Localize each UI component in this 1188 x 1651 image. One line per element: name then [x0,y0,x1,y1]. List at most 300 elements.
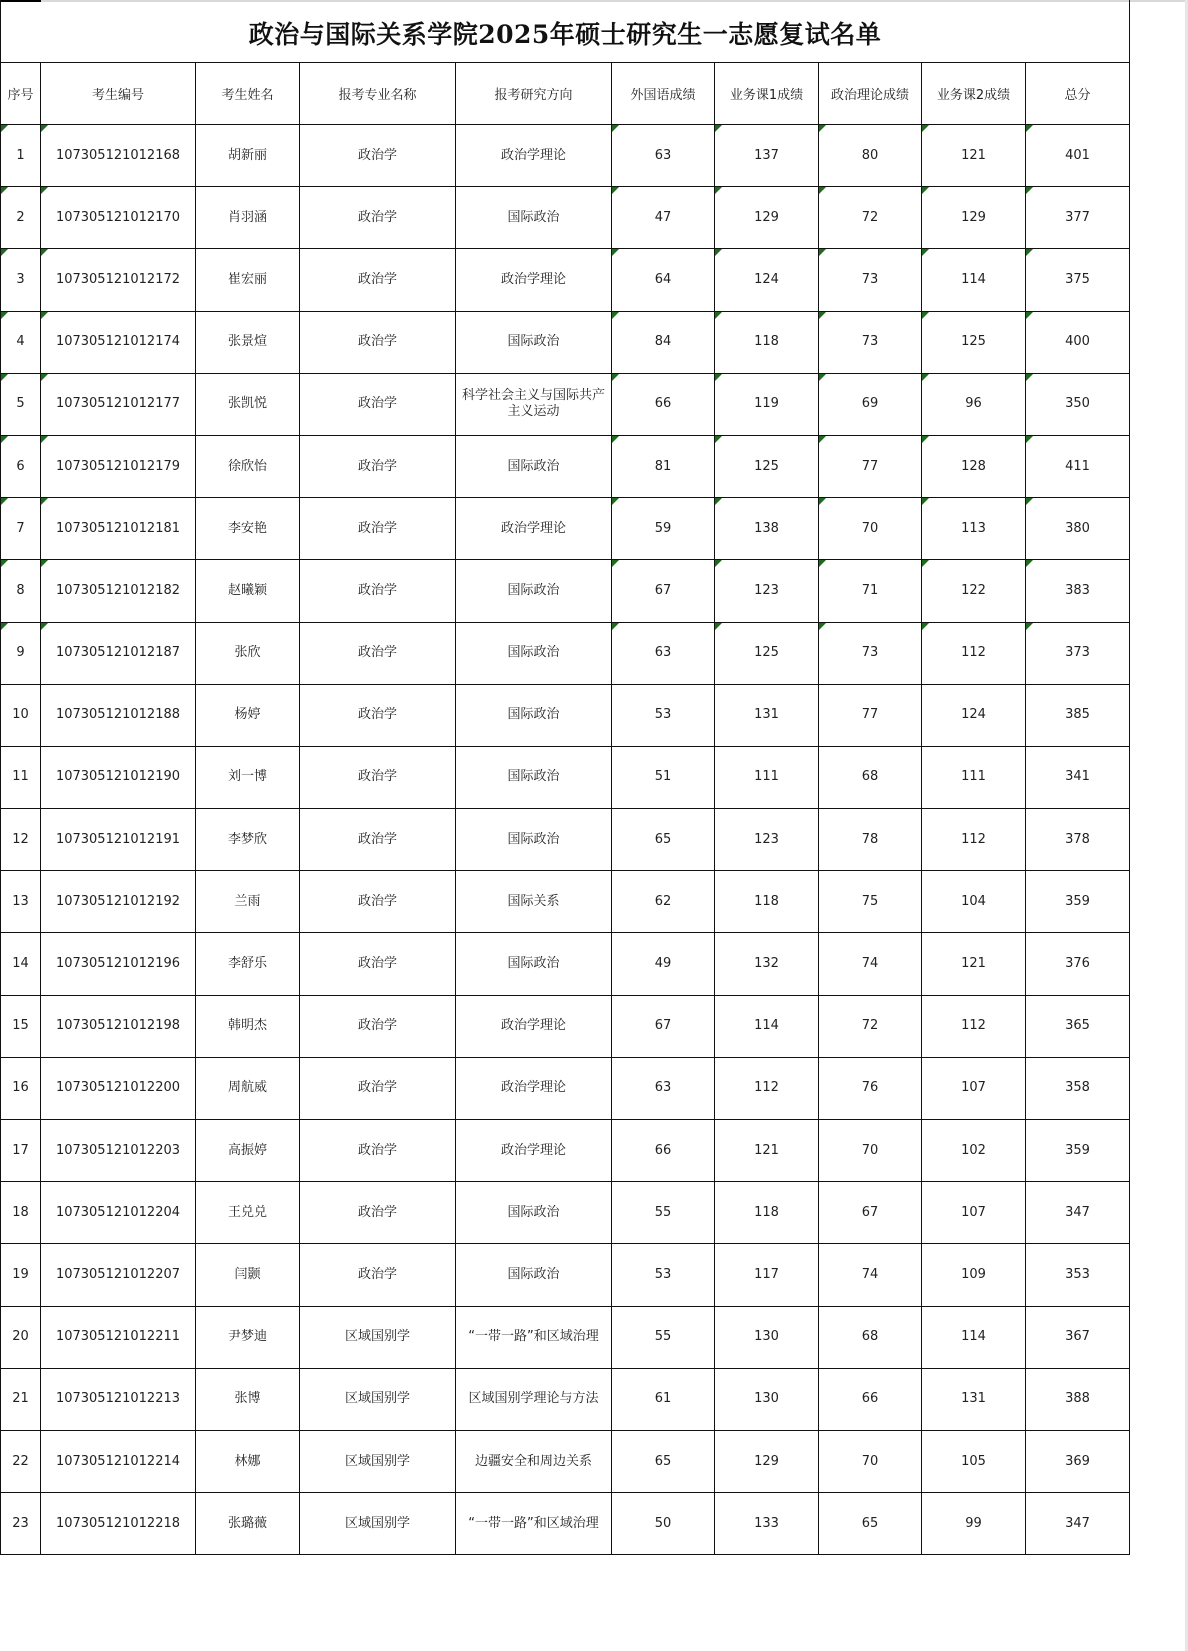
cell-major[interactable] [300,1182,456,1244]
cell-total[interactable] [1026,125,1130,187]
cell-candidate-name[interactable] [196,435,300,497]
cell-total[interactable] [1026,684,1130,746]
cell-course1[interactable] [715,311,819,373]
cell-candidate-id[interactable] [41,1430,196,1492]
cell-candidate-name-text: 崔宏丽 [227,271,267,287]
cell-candidate-name-text: 张璐薇 [227,1515,267,1531]
cell-direction[interactable] [456,187,612,249]
cell-course2[interactable] [922,684,1026,746]
cell-direction[interactable] [456,125,612,187]
cell-course2[interactable] [922,1182,1026,1244]
cell-direction[interactable] [456,1057,612,1119]
cell-candidate-name[interactable] [196,187,300,249]
cell-politics[interactable] [819,311,922,373]
cell-direction[interactable] [456,1368,612,1430]
cell-total[interactable] [1026,871,1130,933]
cell-candidate-id[interactable] [41,622,196,684]
cell-no[interactable] [1,1244,41,1306]
cell-major[interactable] [300,1057,456,1119]
cell-politics[interactable] [819,871,922,933]
cell-course1[interactable] [715,746,819,808]
cell-no[interactable] [1,1182,41,1244]
cell-course1[interactable] [715,560,819,622]
cell-course1[interactable] [715,1182,819,1244]
cell-no-text: 20 [12,1329,29,1345]
cell-candidate-name[interactable] [196,1120,300,1182]
cell-no[interactable] [1,1306,41,1368]
cell-politics[interactable] [819,1430,922,1492]
cell-direction-text: 政治学理论 [500,147,566,163]
cell-candidate-name[interactable] [196,684,300,746]
cell-course1[interactable] [715,1493,819,1555]
cell-no-text: 6 [16,458,25,474]
cell-no[interactable] [1,995,41,1057]
cell-major[interactable] [300,498,456,560]
cell-no-text: 13 [12,893,29,909]
cell-direction[interactable] [456,746,612,808]
cell-major-text: 区域国别学 [344,1329,410,1345]
cell-course2[interactable] [922,1306,1026,1368]
cell-direction[interactable] [456,1306,612,1368]
cell-no-text: 12 [12,831,29,847]
cell-course1[interactable] [715,1368,819,1430]
cell-no[interactable] [1,809,41,871]
cell-foreign-language[interactable] [612,249,715,311]
cell-foreign-language[interactable] [612,1057,715,1119]
cell-candidate-id[interactable] [41,435,196,497]
cell-course2[interactable] [922,995,1026,1057]
number-stored-as-text-marker-icon [819,498,826,505]
cell-total[interactable] [1026,373,1130,435]
cell-course2[interactable] [922,560,1026,622]
cell-total[interactable] [1026,498,1130,560]
cell-politics-text: 76 [861,1080,879,1096]
cell-no[interactable] [1,1368,41,1430]
cell-course2[interactable] [922,871,1026,933]
cell-no[interactable] [1,1057,41,1119]
cell-direction-text: 国际政治 [507,458,560,474]
cell-course1-text: 118 [754,893,779,909]
cell-major[interactable] [300,311,456,373]
cell-course2[interactable] [922,1368,1026,1430]
cell-politics[interactable] [819,684,922,746]
cell-no[interactable] [1,1430,41,1492]
table-row [1,1244,1130,1306]
cell-candidate-id[interactable] [41,560,196,622]
cell-candidate-id[interactable] [41,311,196,373]
cell-candidate-name[interactable] [196,373,300,435]
cell-total-text: 400 [1065,334,1090,350]
table-row [1,311,1130,373]
cell-course1-text: 125 [754,645,779,661]
cell-course2-text: 113 [961,520,986,536]
cell-direction[interactable] [456,1182,612,1244]
cell-politics[interactable] [819,622,922,684]
cell-course1[interactable] [715,995,819,1057]
cell-foreign-language[interactable] [612,373,715,435]
number-stored-as-text-marker-icon [819,623,826,630]
cell-major[interactable] [300,995,456,1057]
cell-candidate-id[interactable] [41,809,196,871]
cell-candidate-id[interactable] [41,373,196,435]
cell-major[interactable] [300,125,456,187]
cell-course1-text: 130 [754,1391,779,1407]
cell-total[interactable] [1026,435,1130,497]
cell-course2-text: 102 [961,1142,986,1158]
cell-candidate-name[interactable] [196,1430,300,1492]
cell-candidate-id-text: 107305121012174 [55,334,181,350]
number-stored-as-text-marker-icon [41,623,48,630]
number-stored-as-text-marker-icon [612,312,619,319]
cell-course2[interactable] [922,746,1026,808]
cell-direction[interactable] [456,871,612,933]
cell-course2[interactable] [922,1244,1026,1306]
cell-direction[interactable] [456,809,612,871]
cell-candidate-name-text: 张博 [234,1391,261,1407]
cell-no-text: 22 [12,1453,29,1469]
cell-politics[interactable] [819,1493,922,1555]
cell-candidate-id[interactable] [41,871,196,933]
cell-foreign-language[interactable] [612,1430,715,1492]
cell-major[interactable] [300,560,456,622]
cell-politics[interactable] [819,995,922,1057]
cell-politics[interactable] [819,560,922,622]
cell-candidate-id[interactable] [41,1182,196,1244]
number-stored-as-text-marker-icon [1,498,8,505]
cell-course2[interactable] [922,498,1026,560]
table-row [1,995,1130,1057]
cell-no[interactable] [1,622,41,684]
cell-major[interactable] [300,622,456,684]
cell-course2[interactable] [922,1120,1026,1182]
cell-no-text: 23 [12,1515,29,1531]
cell-course2[interactable] [922,373,1026,435]
cell-major-text: 政治学 [357,1080,397,1096]
cell-total[interactable] [1026,187,1130,249]
cell-candidate-name-text: 周航威 [227,1080,267,1096]
cell-total[interactable] [1026,560,1130,622]
cell-major[interactable] [300,373,456,435]
cell-direction[interactable] [456,1244,612,1306]
cell-candidate-name[interactable] [196,622,300,684]
cell-course1-text: 125 [754,458,779,474]
cell-course1[interactable] [715,622,819,684]
number-stored-as-text-marker-icon [41,436,48,443]
cell-course1[interactable] [715,498,819,560]
cell-direction[interactable] [456,684,612,746]
cell-course2[interactable] [922,435,1026,497]
cell-politics-text: 70 [861,1453,879,1469]
cell-foreign-language[interactable] [612,1493,715,1555]
cell-total[interactable] [1026,1430,1130,1492]
cell-course2[interactable] [922,622,1026,684]
cell-foreign-language[interactable] [612,311,715,373]
cell-politics[interactable] [819,933,922,995]
cell-major[interactable] [300,1306,456,1368]
cell-no[interactable] [1,498,41,560]
cell-major[interactable] [300,809,456,871]
cell-politics[interactable] [819,1120,922,1182]
cell-course2[interactable] [922,809,1026,871]
cell-course1[interactable] [715,1120,819,1182]
cell-no[interactable] [1,684,41,746]
cell-foreign-language[interactable] [612,1244,715,1306]
cell-politics-text: 73 [861,645,879,661]
cell-candidate-name[interactable] [196,311,300,373]
cell-major[interactable] [300,249,456,311]
cell-course1-text: 111 [754,769,779,785]
cell-no[interactable] [1,311,41,373]
cell-no[interactable] [1,1120,41,1182]
cell-candidate-name-text: 李安艳 [227,520,267,536]
number-stored-as-text-marker-icon [819,374,826,381]
cell-candidate-id[interactable] [41,125,196,187]
cell-major[interactable] [300,1120,456,1182]
cell-direction-text: 国际关系 [507,893,560,909]
cell-total[interactable] [1026,249,1130,311]
cell-direction[interactable] [456,373,612,435]
cell-course1-text: 121 [754,1142,779,1158]
cell-candidate-name[interactable] [196,498,300,560]
cell-candidate-id[interactable] [41,1368,196,1430]
cell-direction[interactable] [456,1493,612,1555]
cell-total[interactable] [1026,933,1130,995]
cell-total[interactable] [1026,809,1130,871]
cell-total-text: 359 [1065,893,1090,909]
cell-candidate-name-text: 肖羽涵 [227,209,267,225]
cell-candidate-id[interactable] [41,933,196,995]
cell-course1[interactable] [715,125,819,187]
cell-course1[interactable] [715,435,819,497]
cell-course1[interactable] [715,1244,819,1306]
cell-foreign-language[interactable] [612,995,715,1057]
cell-foreign-language[interactable] [612,187,715,249]
cell-candidate-id[interactable] [41,1306,196,1368]
cell-direction[interactable] [456,933,612,995]
cell-candidate-name[interactable] [196,1182,300,1244]
cell-total[interactable] [1026,622,1130,684]
cell-major[interactable] [300,1244,456,1306]
cell-candidate-name[interactable] [196,1493,300,1555]
cell-no[interactable] [1,373,41,435]
cell-course1-text: 133 [754,1515,779,1531]
cell-politics[interactable] [819,746,922,808]
cell-course1[interactable] [715,1430,819,1492]
cell-major[interactable] [300,746,456,808]
cell-foreign-language[interactable] [612,1368,715,1430]
cell-no[interactable] [1,560,41,622]
cell-foreign-language-text: 47 [654,209,672,225]
cell-candidate-name-text: 杨婷 [234,707,261,723]
cell-foreign-language[interactable] [612,809,715,871]
cell-course2[interactable] [922,1057,1026,1119]
cell-candidate-id[interactable] [41,187,196,249]
cell-no[interactable] [1,435,41,497]
cell-foreign-language[interactable] [612,435,715,497]
cell-politics-text: 75 [861,893,879,909]
cell-candidate-name[interactable] [196,560,300,622]
cell-candidate-name[interactable] [196,871,300,933]
cell-direction-text: 区域国别学理论与方法 [468,1391,599,1407]
cell-candidate-id-text: 107305121012211 [55,1329,181,1345]
cell-candidate-id-text: 107305121012203 [55,1142,181,1158]
cell-politics[interactable] [819,1244,922,1306]
cell-course2[interactable] [922,249,1026,311]
cell-candidate-id[interactable] [41,746,196,808]
number-stored-as-text-marker-icon [612,249,619,256]
cell-candidate-name[interactable] [196,249,300,311]
cell-candidate-name[interactable] [196,1244,300,1306]
cell-candidate-id[interactable] [41,1057,196,1119]
cell-total[interactable] [1026,746,1130,808]
cell-candidate-id[interactable] [41,1493,196,1555]
cell-major[interactable] [300,1493,456,1555]
cell-candidate-id[interactable] [41,1244,196,1306]
cell-course2[interactable] [922,187,1026,249]
cell-course2[interactable] [922,1430,1026,1492]
cell-direction[interactable] [456,249,612,311]
cell-no-text: 21 [12,1391,29,1407]
cell-major[interactable] [300,435,456,497]
cell-total[interactable] [1026,1120,1130,1182]
cell-politics[interactable] [819,809,922,871]
cell-politics[interactable] [819,498,922,560]
cell-total-text: 359 [1065,1142,1090,1158]
cell-total[interactable] [1026,311,1130,373]
cell-course1[interactable] [715,684,819,746]
cell-candidate-name-text: 李舒乐 [227,956,267,972]
cell-course1[interactable] [715,871,819,933]
cell-course1[interactable] [715,373,819,435]
cell-direction[interactable] [456,622,612,684]
cell-politics-text: 68 [861,769,879,785]
cell-candidate-name[interactable] [196,809,300,871]
cell-candidate-id[interactable] [41,995,196,1057]
cell-politics[interactable] [819,373,922,435]
cell-direction[interactable] [456,435,612,497]
cell-candidate-id[interactable] [41,684,196,746]
cell-foreign-language[interactable] [612,125,715,187]
cell-candidate-name[interactable] [196,995,300,1057]
cell-total[interactable] [1026,1306,1130,1368]
cell-candidate-name[interactable] [196,746,300,808]
cell-total[interactable] [1026,1368,1130,1430]
cell-foreign-language[interactable] [612,560,715,622]
cell-candidate-name[interactable] [196,125,300,187]
cell-course2[interactable] [922,933,1026,995]
cell-major-text: 区域国别学 [344,1391,410,1407]
cell-candidate-name[interactable] [196,1368,300,1430]
cell-course1[interactable] [715,809,819,871]
cell-major[interactable] [300,1368,456,1430]
cell-total[interactable] [1026,995,1130,1057]
cell-politics[interactable] [819,1306,922,1368]
cell-politics[interactable] [819,1368,922,1430]
cell-course1-text: 118 [754,1204,779,1220]
cell-candidate-id[interactable] [41,498,196,560]
table-row [1,1057,1130,1119]
cell-candidate-name[interactable] [196,1057,300,1119]
cell-total[interactable] [1026,1182,1130,1244]
cell-candidate-id-text: 107305121012170 [55,209,181,225]
number-stored-as-text-marker-icon [1026,249,1033,256]
cell-candidate-name-text: 张凯悦 [227,396,267,412]
cell-foreign-language[interactable] [612,622,715,684]
cell-course2[interactable] [922,1493,1026,1555]
cell-no[interactable] [1,249,41,311]
cell-candidate-id[interactable] [41,249,196,311]
cell-candidate-id[interactable] [41,1120,196,1182]
cell-major[interactable] [300,933,456,995]
cell-course2[interactable] [922,125,1026,187]
cell-no[interactable] [1,125,41,187]
cell-course1-text: 124 [754,271,779,287]
cell-no[interactable] [1,187,41,249]
cell-major[interactable] [300,1430,456,1492]
cell-foreign-language[interactable] [612,933,715,995]
cell-course1[interactable] [715,249,819,311]
cell-no[interactable] [1,1493,41,1555]
cell-direction-text: 国际政治 [507,645,560,661]
cell-major[interactable] [300,187,456,249]
cell-foreign-language[interactable] [612,1182,715,1244]
table-row [1,1306,1130,1368]
cell-direction-text: 政治学理论 [500,1018,566,1034]
cell-politics[interactable] [819,125,922,187]
cell-course1[interactable] [715,1057,819,1119]
cell-candidate-id-text: 107305121012181 [55,520,181,536]
table-row [1,622,1130,684]
cell-candidate-name[interactable] [196,1306,300,1368]
cell-foreign-language[interactable] [612,1306,715,1368]
number-stored-as-text-marker-icon [922,125,929,132]
cell-total-text: 341 [1065,769,1090,785]
cell-direction[interactable] [456,1120,612,1182]
cell-direction[interactable] [456,498,612,560]
cell-foreign-language[interactable] [612,871,715,933]
cell-politics[interactable] [819,1182,922,1244]
cell-course1[interactable] [715,1306,819,1368]
cell-foreign-language[interactable] [612,498,715,560]
cell-politics-text: 69 [861,396,879,412]
cell-foreign-language[interactable] [612,1120,715,1182]
cell-no[interactable] [1,933,41,995]
cell-direction[interactable] [456,995,612,1057]
cell-candidate-name[interactable] [196,933,300,995]
cell-politics[interactable] [819,435,922,497]
cell-course2[interactable] [922,311,1026,373]
cell-total[interactable] [1026,1493,1130,1555]
cell-politics[interactable] [819,187,922,249]
cell-course1[interactable] [715,933,819,995]
cell-direction[interactable] [456,311,612,373]
cell-total[interactable] [1026,1244,1130,1306]
cell-course1[interactable] [715,187,819,249]
cell-politics[interactable] [819,1057,922,1119]
cell-candidate-id-text: 107305121012168 [55,147,181,163]
cell-foreign-language[interactable] [612,746,715,808]
cell-major[interactable] [300,871,456,933]
cell-major[interactable] [300,684,456,746]
cell-no[interactable] [1,871,41,933]
cell-direction[interactable] [456,560,612,622]
cell-direction[interactable] [456,1430,612,1492]
cell-total[interactable] [1026,1057,1130,1119]
cell-politics[interactable] [819,249,922,311]
cell-course1-text: 112 [754,1080,779,1096]
cell-foreign-language[interactable] [612,684,715,746]
cell-no[interactable] [1,746,41,808]
